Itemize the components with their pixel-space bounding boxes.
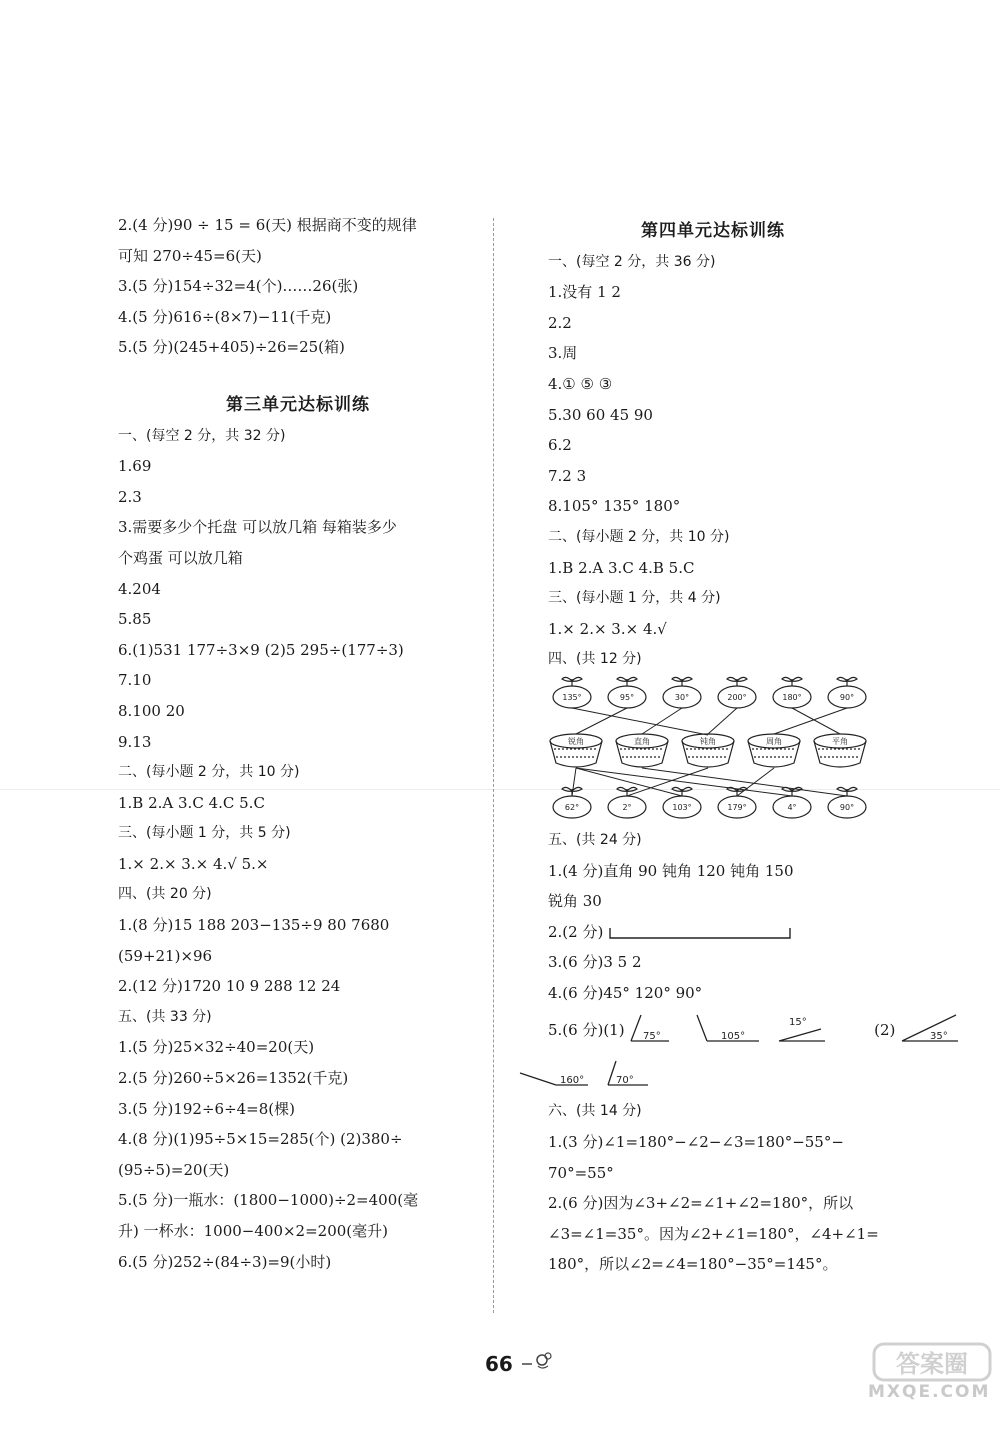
answer-line: 2.(5 分)260÷5×26=1352(千克) bbox=[118, 1069, 349, 1088]
answer-line: 3.(6 分)3 5 2 bbox=[548, 953, 642, 972]
answer-line: 2.(4 分)90 ÷ 15 = 6(天) 根据商不变的规律 bbox=[118, 216, 417, 234]
answer-line: ∠3=∠1=35°。因为∠2+∠1=180°，∠4+∠1= bbox=[548, 1224, 879, 1243]
answer-line: 4.(5 分)616÷(8×7)−11(千克) bbox=[118, 307, 332, 326]
section-label: 四、(共 12 分) bbox=[548, 651, 642, 668]
answer-line: 可知 270÷45=6(天) bbox=[118, 246, 262, 265]
top-apple-label: 180° bbox=[782, 692, 802, 702]
apple-basket-matching-figure bbox=[548, 675, 878, 825]
answer-line: 1.(8 分)15 188 203−135÷9 80 7680 bbox=[118, 916, 390, 935]
angle-figures-row2 bbox=[516, 1055, 656, 1095]
svg-text:答案圈: 答案圈 bbox=[896, 1350, 968, 1378]
answer-line: 1.× 2.× 3.× 4.√ bbox=[548, 619, 667, 638]
answer-line: 3.(5 分)154÷32=4(个)……26(张) bbox=[118, 277, 359, 296]
unit4-heading: 第四单元达标训练 bbox=[641, 221, 785, 241]
answer-line: 升) 一杯水：1000−400×2=200(毫升) bbox=[118, 1222, 389, 1240]
section-label: 二、(每小题 2 分，共 10 分) bbox=[118, 764, 300, 781]
right-column bbox=[548, 210, 948, 1280]
answer-line: 180°，所以∠2=∠4=180°−35°=145°。 bbox=[548, 1255, 838, 1274]
section-label: 五、(共 24 分) bbox=[548, 831, 642, 848]
answer-line: 2.(6 分)因为∠3+∠2=∠1+∠2=180°，所以 bbox=[548, 1194, 854, 1213]
watermark-stamp-icon bbox=[872, 1340, 992, 1384]
angle-label: 15° bbox=[789, 1017, 808, 1029]
section-label: 三、(每小题 1 分，共 5 分) bbox=[118, 825, 291, 842]
bottom-apple-label: 90° bbox=[839, 802, 855, 812]
watermark-text: MXQE.COM bbox=[868, 1382, 991, 1402]
answer-line: 1.× 2.× 3.× 4.√ 5.× bbox=[118, 854, 269, 873]
watermark-logo bbox=[872, 1340, 992, 1388]
basket-label: 周角 bbox=[766, 736, 782, 746]
answer-label: (2) bbox=[874, 1021, 896, 1040]
answer-line: 1.B 2.A 3.C 4.C 5.C bbox=[118, 793, 265, 812]
top-apple-label: 30° bbox=[674, 692, 690, 702]
angle-drawing-row-2 bbox=[516, 1052, 878, 1096]
answer-label: 5.(6 分)(1) bbox=[548, 1021, 625, 1040]
answer-line: 4.① ⑤ ③ bbox=[548, 374, 613, 393]
answer-line: 5.(5 分)(245+405)÷26=25(箱) bbox=[118, 338, 345, 357]
answer-line: 4.(6 分)45° 120° 90° bbox=[548, 983, 703, 1002]
answer-line: 9.13 bbox=[118, 732, 152, 751]
top-apple-label: 135° bbox=[562, 692, 582, 702]
match-line bbox=[572, 708, 847, 735]
answer-line: 2.3 bbox=[118, 487, 142, 506]
answer-line: 7.10 bbox=[118, 671, 152, 690]
answer-line: 2.(12 分)1720 10 9 288 12 24 bbox=[118, 977, 341, 996]
angle-label: 105° bbox=[721, 1031, 746, 1043]
answer-line: 4.(8 分)(1)95÷5×15=285(个) (2)380÷ bbox=[118, 1130, 403, 1149]
answer-line: (95÷5)=20(天) bbox=[118, 1160, 230, 1179]
flower-ornament-icon bbox=[520, 1350, 556, 1372]
answer-line: 锐角 30 bbox=[548, 892, 602, 911]
unit3-heading: 第三单元达标训练 bbox=[226, 394, 370, 415]
angle-label: 70° bbox=[616, 1075, 634, 1087]
answer-line: 1.(3 分)∠1=180°−∠2−∠3=180°−55°− bbox=[548, 1133, 844, 1152]
section-label: 五、(共 33 分) bbox=[118, 1008, 212, 1025]
answer-line: (59+21)×96 bbox=[118, 946, 213, 965]
basket-label: 平角 bbox=[832, 736, 848, 746]
section-label: 四、(共 20 分) bbox=[118, 886, 212, 903]
bottom-apple-label: 103° bbox=[672, 802, 692, 812]
answer-line: 5.85 bbox=[118, 610, 152, 629]
bottom-apple-label: 4° bbox=[787, 802, 797, 812]
angle-label: 160° bbox=[560, 1075, 585, 1087]
answer-line: 2.2 bbox=[548, 313, 572, 332]
section-label: 二、(每小题 2 分，共 10 分) bbox=[548, 528, 730, 545]
answer-line: 1.(5 分)25×32÷40=20(天) bbox=[118, 1038, 315, 1057]
angle-drawing-row-1 bbox=[548, 1008, 948, 1052]
bottom-apple-label: 179° bbox=[727, 802, 747, 812]
bottom-apple-label: 62° bbox=[564, 802, 580, 812]
answer-line: 3.周 bbox=[548, 344, 578, 363]
section-label: 三、(每小题 1 分，共 4 分) bbox=[548, 590, 721, 607]
answer-line: 5.(5 分)一瓶水：(1800−1000)÷2=400(毫 bbox=[118, 1191, 419, 1210]
angle-15-figure bbox=[779, 1029, 825, 1041]
bottom-apple-label: 2° bbox=[622, 802, 632, 812]
matching-diagram bbox=[548, 675, 878, 825]
section-label: 六、(共 14 分) bbox=[548, 1103, 642, 1120]
answer-line: 8.100 20 bbox=[118, 701, 185, 720]
answer-line: 个鸡蛋 可以放几箱 bbox=[118, 548, 243, 567]
answer-line-with-segment bbox=[548, 917, 878, 948]
answer-line: 6.2 bbox=[548, 436, 572, 455]
answer-line: 1.B 2.A 3.C 4.B 5.C bbox=[548, 558, 695, 577]
angle-figures-row1 bbox=[629, 1011, 869, 1051]
match-line bbox=[572, 768, 847, 796]
basket-label: 锐角 bbox=[568, 736, 584, 746]
angle-label: 35° bbox=[930, 1031, 948, 1043]
answer-line: 6.(1)531 177÷3×9 (2)5 295÷(177÷3) bbox=[118, 640, 404, 659]
column-divider bbox=[493, 218, 494, 1313]
answer-line: 7.2 3 bbox=[548, 466, 587, 485]
top-apple-label: 90° bbox=[839, 692, 855, 702]
angle-35-figure bbox=[900, 1011, 960, 1051]
section-label: 一、(每空 2 分，共 32 分) bbox=[118, 427, 286, 444]
answer-line: 70°=55° bbox=[548, 1163, 614, 1182]
answer-line: 5.30 60 45 90 bbox=[548, 405, 653, 424]
basket-label: 直角 bbox=[634, 736, 650, 746]
answer-line: 1.没有 1 2 bbox=[548, 283, 621, 302]
top-apple-label: 95° bbox=[619, 692, 635, 702]
basket-label: 钝角 bbox=[700, 736, 716, 746]
left-column bbox=[118, 210, 478, 1277]
line-segment-figure bbox=[608, 926, 793, 940]
page-number: 66 bbox=[485, 1352, 513, 1376]
section-label: 一、(每空 2 分，共 36 分) bbox=[548, 253, 716, 270]
answer-label: 2.(2 分) bbox=[548, 922, 604, 941]
answer-line: 1.69 bbox=[118, 457, 152, 476]
answer-line: 3.(5 分)192÷6÷4=8(棵) bbox=[118, 1099, 295, 1118]
answer-line: 4.204 bbox=[118, 579, 161, 598]
angle-label: 75° bbox=[643, 1031, 662, 1043]
answer-line: 6.(5 分)252÷(84÷3)=9(小时) bbox=[118, 1252, 332, 1271]
answer-line: 1.(4 分)直角 90 钝角 120 钝角 150 bbox=[548, 861, 794, 880]
answer-line: 3.需要多少个托盘 可以放几箱 每箱装多少 bbox=[118, 518, 397, 537]
answer-line: 8.105° 135° 180° bbox=[548, 497, 681, 516]
top-apple-label: 200° bbox=[727, 692, 747, 702]
